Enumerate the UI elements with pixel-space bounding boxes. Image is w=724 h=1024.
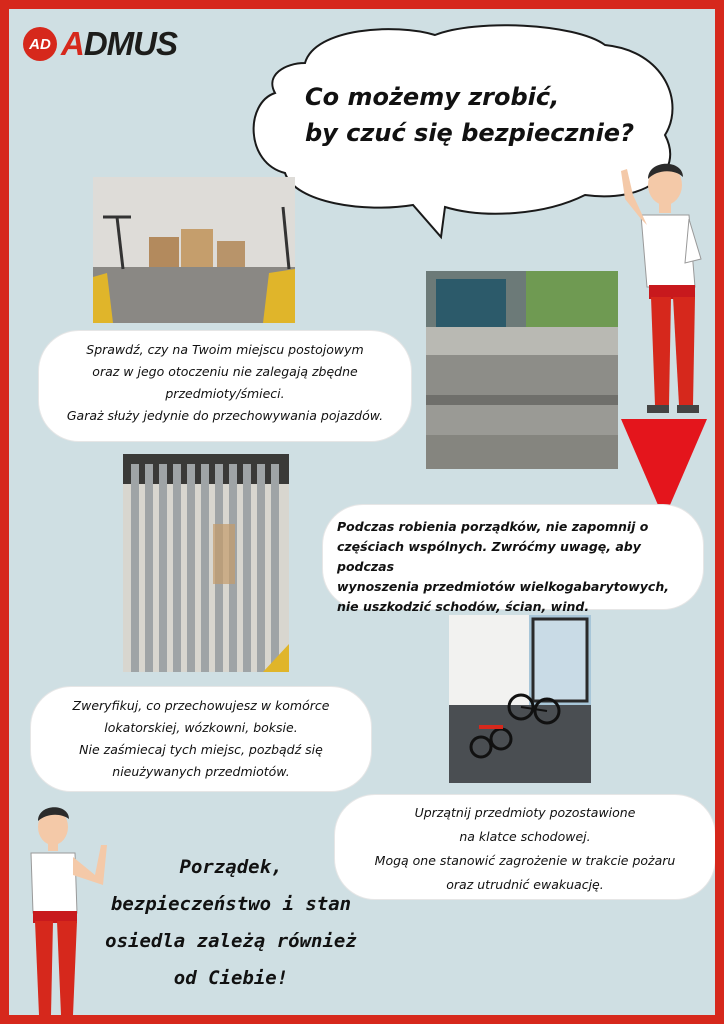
tip-stairwell-line-1: Uprzątnij przedmioty pozostawione — [414, 805, 636, 820]
stairs-photo — [426, 271, 618, 469]
tip-storage-line-3: Nie zaśmiecaj tych miejsc, pozbądź się — [79, 742, 323, 757]
tip-stairwell-line-2: na klatce schodowej. — [459, 829, 591, 844]
closing-line-3: osiedla zależą również — [105, 930, 357, 952]
admus-logo — [23, 25, 177, 63]
garage-photo — [93, 177, 295, 323]
tip-garage-cloud — [39, 331, 411, 441]
tip-storage-line-1: Zweryfikuj, co przechowujesz w komórce — [72, 698, 330, 713]
storage-room-photo — [123, 454, 289, 672]
garage-illustration — [93, 177, 295, 323]
logo-wordmark — [61, 25, 177, 63]
tip-stairwell-cloud — [335, 795, 715, 899]
tip-stairwell-line-3: Mogą one stanowić zagrożenie w trakcie pożaru — [374, 853, 676, 868]
stairwell-bikes-illustration — [449, 615, 591, 783]
tip-common-areas-line-3: wynoszenia przedmiotów wielkogabarytowych, — [337, 579, 669, 594]
character-pointing-illustration — [23, 805, 109, 1024]
headline-line-1: Co możemy zrobić, — [305, 83, 560, 111]
stairwell-bikes-photo — [449, 615, 591, 783]
tip-garage-line-2: oraz w jego otoczeniu nie zalegają zbędne — [92, 364, 358, 379]
stairs-illustration — [426, 271, 618, 469]
headline-text — [305, 79, 665, 151]
character-pointing-up-illustration — [615, 159, 707, 421]
tip-garage-line-4: Garaż służy jedynie do przechowywania pojazdów. — [66, 408, 384, 423]
tip-common-areas-cloud — [323, 505, 703, 614]
tip-garage-line-3: przedmioty/śmieci. — [165, 386, 285, 401]
closing-line-2: bezpieczeństwo i stan — [110, 893, 352, 915]
logo-mark: AD — [23, 27, 57, 61]
tip-storage-line-2: lokatorskiej, wózkowni, boksie. — [104, 720, 298, 735]
tip-common-areas-line-1: Podczas robienia porządków, nie zapomnij o — [337, 519, 649, 534]
headline-line-2: by czuć się bezpiecznie? — [305, 119, 635, 147]
logo-letter-a: A — [61, 25, 84, 62]
closing-line-4: od Ciebie! — [173, 967, 289, 989]
tip-common-areas-line-2: częściach wspólnych. Zwróćmy uwagę, aby podczas — [337, 539, 641, 574]
closing-message — [101, 849, 361, 997]
tip-storage-line-4: nieużywanych przedmiotów. — [112, 764, 290, 779]
logo-letters-rest: DMUS — [83, 25, 178, 62]
tip-storage-cloud — [31, 687, 371, 791]
closing-line-1: Porządek, — [179, 856, 283, 878]
storage-cage-illustration — [123, 454, 289, 672]
tip-garage-line-1: Sprawdź, czy na Twoim miejscu postojowym — [86, 342, 364, 357]
tip-stairwell-line-4: oraz utrudnić ewakuację. — [446, 877, 604, 892]
tip-common-areas-line-4: nie uszkodzić schodów, ścian, wind. — [337, 599, 590, 614]
